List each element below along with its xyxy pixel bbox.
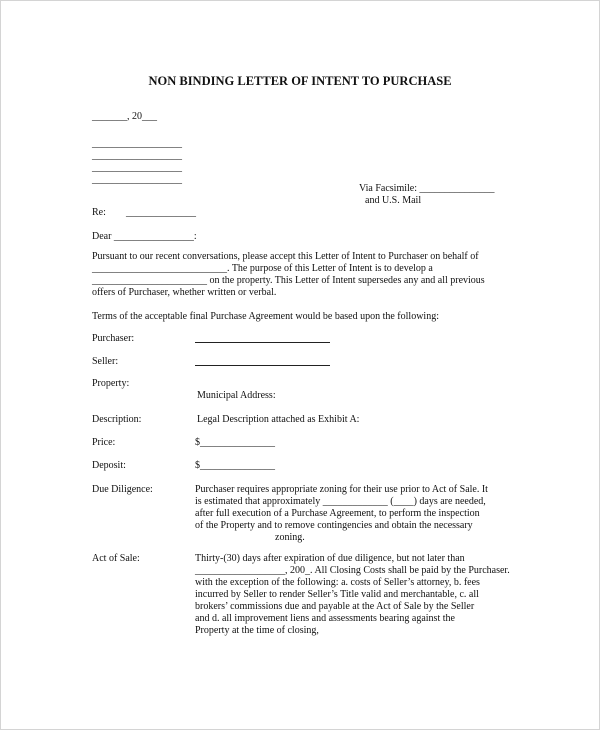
address-line-3: __________________	[92, 162, 182, 173]
intro-line-2: ___________________________. The purpose of this Letter of Intent is to develop a	[92, 263, 433, 274]
deposit-value: $_______________	[195, 460, 275, 471]
date-line: _______, 20___	[92, 111, 157, 122]
address-line-4: __________________	[92, 174, 182, 185]
salutation: Dear ________________:	[92, 231, 197, 242]
due-diligence-line-5: zoning.	[275, 532, 305, 543]
terms-intro: Terms of the acceptable final Purchase Agreement would be based upon the following:	[92, 311, 439, 322]
seller-label: Seller:	[92, 356, 119, 367]
intro-line-4: offers of Purchaser, whether written or verbal.	[92, 287, 277, 298]
intro-line-3: _______________________ on the property. This Letter of Intent supersedes any and all previous	[92, 275, 485, 286]
seller-blank	[195, 365, 330, 366]
due-diligence-line-4: of the Property and to remove contingencies and obtain the necessary	[195, 520, 473, 531]
property-value: Municipal Address:	[197, 390, 276, 401]
act-of-sale-line-1: Thirty-(30) days after expiration of due diligence, but not later than	[195, 553, 465, 564]
purchaser-blank	[195, 342, 330, 343]
description-label: Description:	[92, 414, 142, 425]
due-diligence-line-2: is estimated that approximately _____________ (____) days are needed,	[195, 496, 486, 507]
address-line-1: __________________	[92, 138, 182, 149]
address-line-2: __________________	[92, 150, 182, 161]
intro-line-1: Pursuant to our recent conversations, please accept this Letter of Intent to Purchaser on behalf of	[92, 251, 479, 262]
act-of-sale-line-4: incurred by Seller to render Seller’s Title valid and merchantable, c. all	[195, 589, 479, 600]
act-of-sale-line-3: with the exception of the following: a. costs of Seller’s attorney, b. fees	[195, 577, 480, 588]
document-title: NON BINDING LETTER OF INTENT TO PURCHASE	[148, 74, 452, 88]
act-of-sale-line-7: Property at the time of closing,	[195, 625, 319, 636]
re-value: ______________	[126, 207, 196, 218]
property-label: Property:	[92, 378, 130, 389]
price-label: Price:	[92, 437, 116, 448]
re-label: Re:	[92, 207, 106, 218]
due-diligence-line-3: after full execution of a Purchase Agreement, to perform the inspection	[195, 508, 480, 519]
description-value: Legal Description attached as Exhibit A:	[197, 414, 360, 425]
deposit-label: Deposit:	[92, 460, 126, 471]
act-of-sale-line-2: __________________, 200_. All Closing Costs shall be paid by the Purchaser.	[195, 565, 510, 576]
due-diligence-text	[195, 484, 488, 544]
via-facsimile: Via Facsimile: _______________	[359, 183, 495, 194]
act-of-sale-text	[195, 553, 510, 637]
purchaser-label: Purchaser:	[92, 333, 135, 344]
act-of-sale-line-6: and d. all improvement liens and assessments bearing against the	[195, 613, 455, 624]
intro-paragraph	[92, 251, 485, 299]
act-of-sale-line-5: brokers’ commissions due and payable at the Act of Sale by the Seller	[195, 601, 475, 612]
due-diligence-line-1: Purchaser requires appropriate zoning for their use prior to Act of Sale. It	[195, 484, 488, 495]
and-us-mail: and U.S. Mail	[365, 195, 422, 206]
act-of-sale-label: Act of Sale:	[92, 553, 140, 564]
due-diligence-label: Due Diligence:	[92, 484, 153, 495]
price-value: $_______________	[195, 437, 275, 448]
